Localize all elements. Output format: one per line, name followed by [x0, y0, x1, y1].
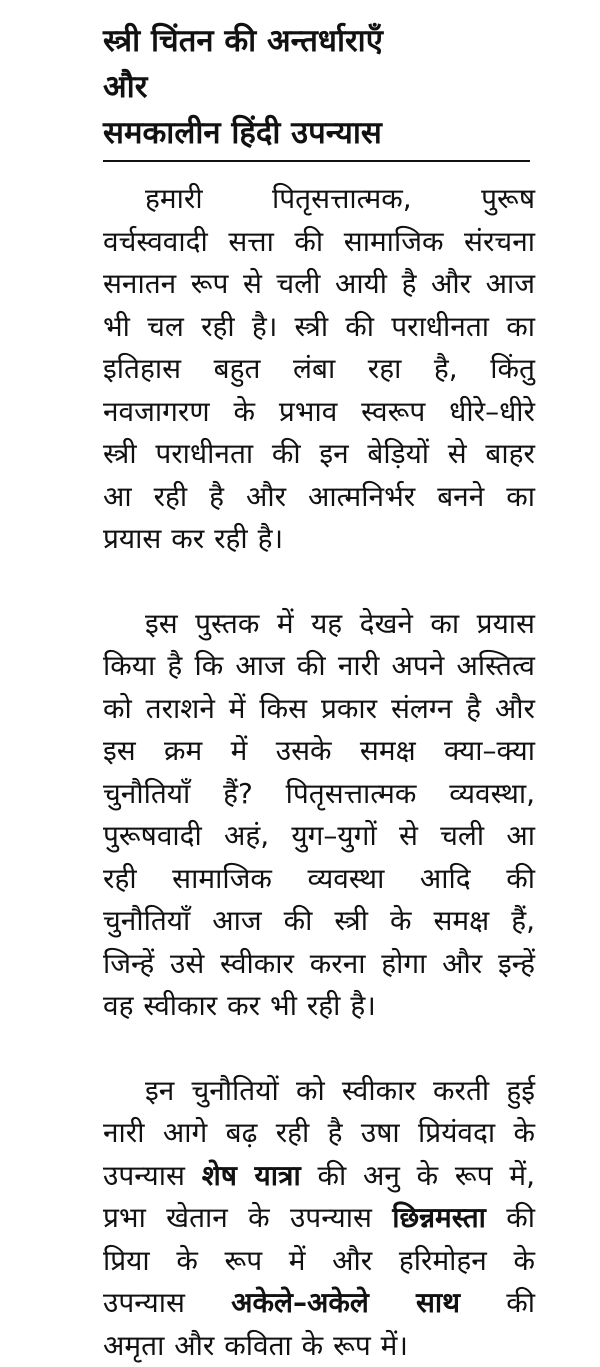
- paragraph-line: भी चल रही है। स्त्री की पराधीनता का: [103, 306, 535, 349]
- paragraph-line: वर्चस्ववादी सत्ता की सामाजिक संरचना: [103, 221, 535, 264]
- book-blurb-page: [103, 18, 535, 1367]
- novel-title-akele-akele-saath: अकेले–अकेले साथ: [231, 1286, 460, 1319]
- paragraph-1: [103, 178, 535, 561]
- paragraph-line: किया है कि आज की नारी अपने अस्तित्व: [103, 645, 535, 688]
- text-run: प्रभा खेतान के उपन्यास: [103, 1201, 392, 1234]
- paragraph-2: [103, 603, 535, 1028]
- title-block: [103, 18, 535, 162]
- paragraph-line: चुनौतियाँ हैं? पितृसत्तात्मक व्यवस्था,: [103, 773, 535, 816]
- paragraph-3: [103, 1070, 535, 1367]
- paragraph-line: स्त्री पराधीनता की इन बेड़ियों से बाहर: [103, 433, 535, 476]
- paragraph-line: इस पुस्तक में यह देखने का प्रयास: [103, 603, 535, 646]
- paragraph-line: नवजागरण के प्रभाव स्वरूप धीरे–धीरे: [103, 391, 535, 434]
- text-run: उपन्यास: [103, 1286, 231, 1319]
- text-run: की अनु के रूप में,: [301, 1159, 535, 1192]
- paragraph-line: प्रयास कर रही है।: [103, 518, 535, 561]
- paragraph-line: हमारी पितृसत्तात्मक, पुरूष: [103, 178, 535, 221]
- paragraph-line: [103, 1282, 535, 1325]
- text-run: की: [460, 1286, 535, 1319]
- title-line-3: समकालीन हिंदी उपन्यास: [103, 110, 535, 156]
- paragraph-line: इतिहास बहुत लंबा रहा है, किंतु: [103, 348, 535, 391]
- paragraph-line: प्रिया के रूप में और हरिमोहन के: [103, 1240, 535, 1283]
- text-run: उपन्यास: [103, 1159, 202, 1192]
- novel-title-chhinnamasta: छिन्नमस्ता: [392, 1201, 486, 1234]
- paragraph-line: [103, 1197, 535, 1240]
- title-line-2: और: [103, 64, 535, 110]
- paragraph-line: [103, 1155, 535, 1198]
- paragraph-line: को तराशने में किस प्रकार संलग्न है और: [103, 688, 535, 731]
- title-line-1: स्त्री चिंतन की अन्तर्धाराएँ: [103, 18, 535, 64]
- paragraph-line: पुरूषवादी अहं, युग–युगों से चली आ: [103, 815, 535, 858]
- paragraph-line: वह स्वीकार कर भी रही है।: [103, 985, 535, 1028]
- paragraph-line: जिन्हें उसे स्वीकार करना होगा और इन्हें: [103, 943, 535, 986]
- paragraph-line: आ रही है और आत्मनिर्भर बनने का: [103, 476, 535, 519]
- paragraph-line: इन चुनौतियों को स्वीकार करती हुई: [103, 1070, 535, 1113]
- paragraph-line: अमृता और कविता के रूप में।: [103, 1325, 535, 1367]
- paragraph-line: रही सामाजिक व्यवस्था आदि की: [103, 858, 535, 901]
- paragraph-line: सनातन रूप से चली आयी है और आज: [103, 263, 535, 306]
- novel-title-shesh-yatra: शेष यात्रा: [202, 1159, 301, 1192]
- title-underline-rule: [103, 160, 530, 162]
- paragraph-line: चुनौतियाँ आज की स्त्री के समक्ष हैं,: [103, 900, 535, 943]
- text-run: की: [486, 1201, 535, 1234]
- paragraph-line: इस क्रम में उसके समक्ष क्या–क्या: [103, 730, 535, 773]
- paragraph-line: नारी आगे बढ़ रही है उषा प्रियंवदा के: [103, 1112, 535, 1155]
